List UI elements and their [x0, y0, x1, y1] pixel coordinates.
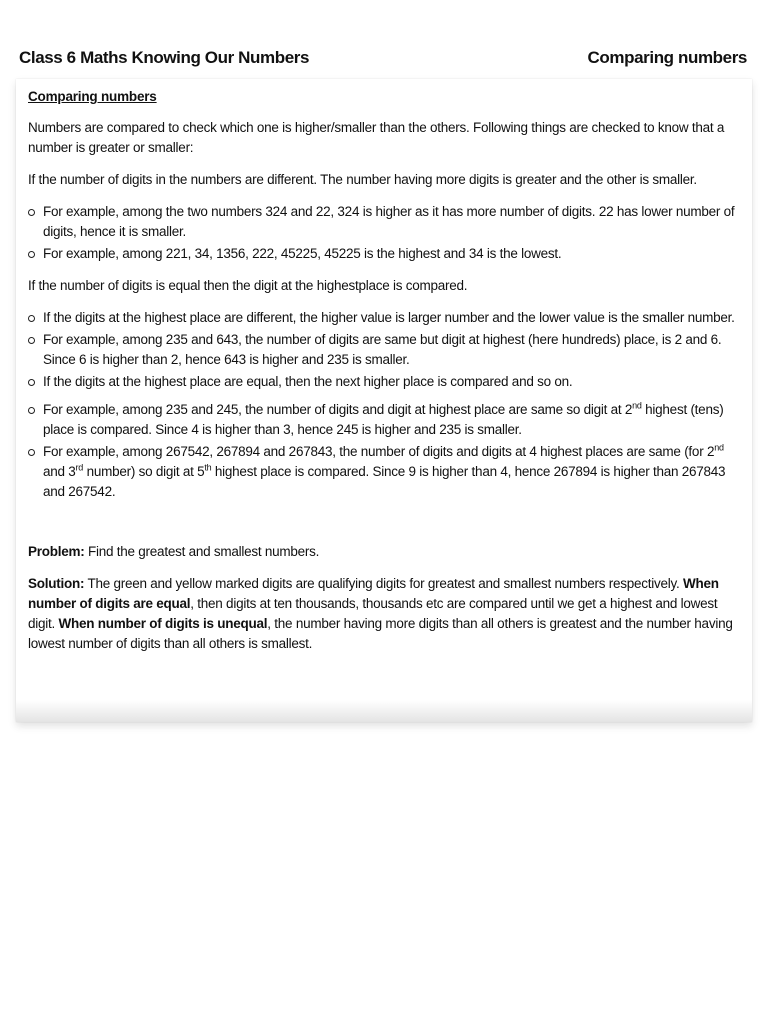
list-item: For example, among 235 and 245, the number of digits and digit at highest place are same so digit at 2nd highest (tens) place is compared. Since 4 is higher than 3, hence 245 is higher and 235 is smaller. [28, 400, 740, 440]
solution-paragraph: Solution: The green and yellow marked digits are qualifying digits for greatest and smallest numbers respectively. When number of digits are equal, then digits at ten thousands, thousands etc are compared until we get a highest and lowest digit. When number of digits is unequal, the number having more digits than all others is greatest and the number having lowest number of digits than all others is smallest. [28, 576, 733, 651]
solution-label: Solution: [28, 576, 85, 591]
rule1-examples [28, 202, 740, 264]
list-item: For example, among 221, 34, 1356, 222, 45225, 45225 is the highest and 34 is the lowest. [28, 244, 740, 264]
problem-label: Problem: [28, 544, 85, 559]
list-item: For example, among 235 and 643, the number of digits are same but digit at highest (here hundreds) place, is 2 and 6. Since 6 is higher than 2, hence 643 is higher and 235 is smaller. [28, 330, 740, 370]
rule-different-digits: If the number of digits in the numbers are different. The number having more digits is greater and the other is smaller. [28, 172, 697, 187]
spacer [28, 514, 740, 542]
content-card [16, 79, 752, 722]
bullet-icon [28, 315, 35, 322]
list-item: For example, among 267542, 267894 and 267843, the number of digits and digits at 4 highest places are same (for 2nd and 3rd number) so digit at 5th highest place is compared. Since 9 is higher than 4, hence 267894 is higher than 267843 and 267542. [28, 442, 740, 502]
bullet-icon [28, 407, 35, 414]
section-heading: Comparing numbers [28, 89, 157, 104]
rule2-examples [28, 308, 740, 502]
list-item: If the digits at the highest place are equal, then the next higher place is compared and so on. [28, 372, 740, 392]
problem-paragraph: Problem: Find the greatest and smallest numbers. [28, 544, 320, 559]
intro-paragraph: Numbers are compared to check which one is higher/smaller than the others. Following things are checked to know that a number is greater or smaller: [28, 120, 725, 155]
list-item: For example, among the two numbers 324 and 22, 324 is higher as it has more number of digits. 22 has lower number of digits, hence it is smaller. [28, 202, 740, 242]
list-item: If the digits at the highest place are different, the higher value is larger number and the lower value is the smaller number. [28, 308, 740, 328]
bullet-icon [28, 449, 35, 456]
topic-title: Comparing numbers [587, 48, 747, 67]
bullet-icon [28, 209, 35, 216]
bullet-icon [28, 337, 35, 344]
page-header [19, 48, 747, 70]
bullet-icon [28, 251, 35, 258]
rule-equal-digits: If the number of digits is equal then the digit at the highestplace is compared. [28, 278, 468, 293]
bullet-icon [28, 379, 35, 386]
chapter-title: Class 6 Maths Knowing Our Numbers [19, 48, 310, 67]
